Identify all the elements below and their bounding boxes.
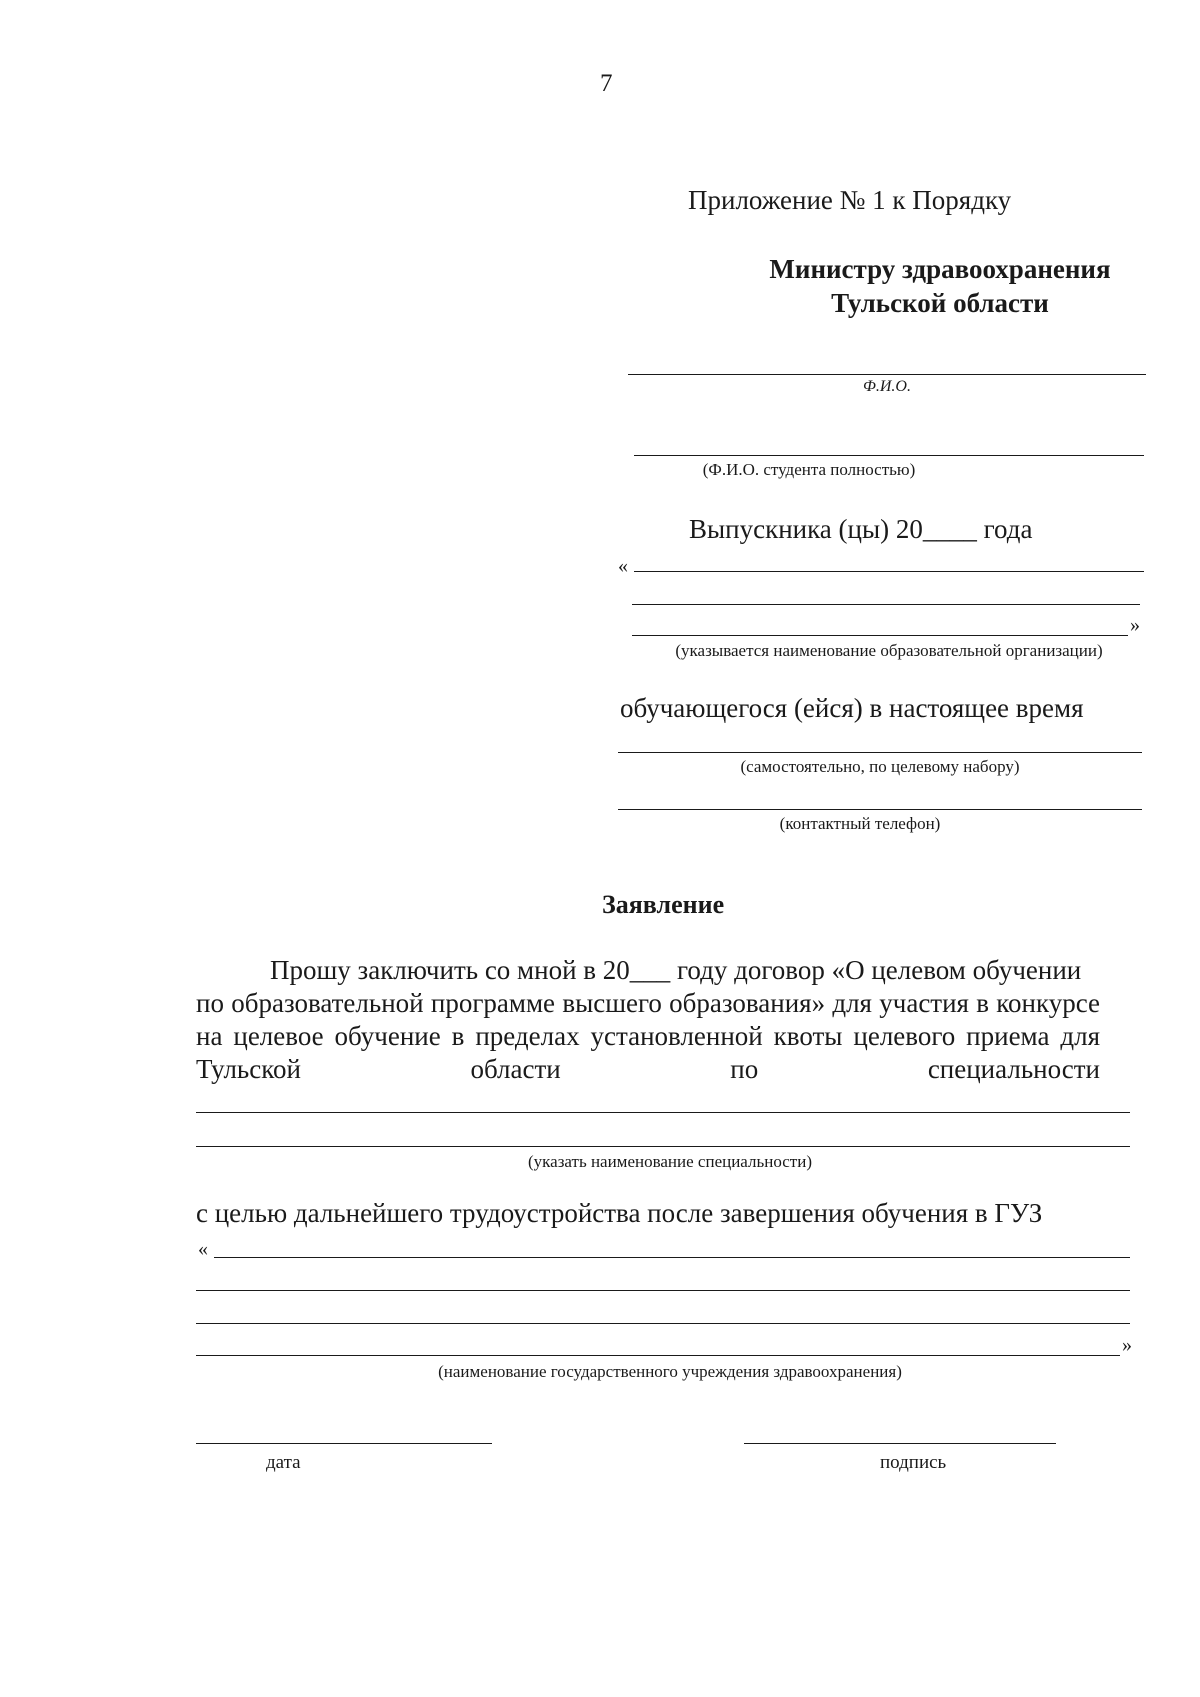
signature-label: подпись bbox=[880, 1452, 947, 1473]
recipient-line-1: Министру здравоохранения bbox=[769, 254, 1111, 284]
institution-field-line-3[interactable] bbox=[196, 1323, 1130, 1324]
fio-caption: Ф.И.О. bbox=[863, 378, 911, 395]
institution-close-quote: » bbox=[1122, 1334, 1132, 1356]
specialty-field-line-2[interactable] bbox=[196, 1146, 1130, 1147]
organization-open-quote: « bbox=[618, 555, 628, 577]
organization-field-line-1[interactable] bbox=[634, 571, 1144, 572]
organization-caption: (указывается наименование образовательной организации) bbox=[675, 641, 1103, 660]
institution-caption: (наименование государственного учреждения здравоохранения) bbox=[438, 1362, 902, 1381]
statement-line-1: Прошу заключить со мной в 20___ году договор «О целевом обучении bbox=[270, 955, 1082, 985]
statement-line-3: на целевое обучение в пределах установленной квоты целевого приема для bbox=[196, 1021, 1100, 1051]
specialty-caption: (указать наименование специальности) bbox=[527, 1152, 812, 1171]
phone-caption: (контактный телефон) bbox=[779, 814, 941, 833]
institution-field-line-1[interactable] bbox=[214, 1257, 1130, 1258]
student-fio-field-line[interactable] bbox=[634, 455, 1144, 456]
statement-line-2: по образовательной программе высшего образования» для участия в конкурсе bbox=[196, 988, 1100, 1018]
statement-line-4: Тульской области по специальности bbox=[196, 1054, 1100, 1084]
studying-label: обучающегося (ейся) в настоящее время bbox=[620, 693, 1084, 723]
organization-close-quote: » bbox=[1130, 614, 1140, 636]
fio-field-line[interactable] bbox=[628, 374, 1146, 375]
institution-field-line-4[interactable] bbox=[196, 1355, 1120, 1356]
purpose-line: с целью дальнейшего трудоустройства после завершения обучения в ГУЗ bbox=[196, 1198, 1043, 1228]
specialty-field-line-1[interactable] bbox=[196, 1112, 1130, 1113]
date-field-line[interactable] bbox=[196, 1443, 492, 1444]
institution-field-line-2[interactable] bbox=[196, 1290, 1130, 1291]
recipient-line-2: Тульской области bbox=[831, 288, 1049, 318]
phone-field-line[interactable] bbox=[618, 809, 1142, 810]
appendix-reference: Приложение № 1 к Порядку bbox=[688, 185, 1012, 215]
student-fio-caption: (Ф.И.О. студента полностью) bbox=[702, 460, 916, 479]
signature-field-line[interactable] bbox=[744, 1443, 1056, 1444]
graduate-year-label: Выпускника (цы) 20____ года bbox=[689, 514, 1033, 544]
page-number: 7 bbox=[600, 70, 613, 97]
organization-field-line-2[interactable] bbox=[632, 604, 1140, 605]
study-mode-field-line[interactable] bbox=[618, 752, 1142, 753]
date-label: дата bbox=[266, 1452, 301, 1473]
statement-title: Заявление bbox=[602, 890, 725, 919]
institution-open-quote: « bbox=[198, 1238, 208, 1260]
organization-field-line-3[interactable] bbox=[632, 635, 1128, 636]
study-mode-caption: (самостоятельно, по целевому набору) bbox=[740, 757, 1020, 776]
